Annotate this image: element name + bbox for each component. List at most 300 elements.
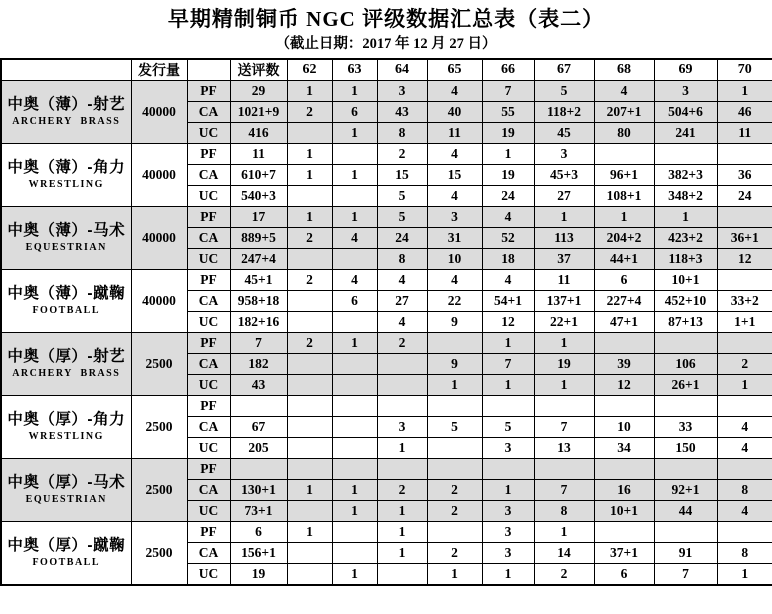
grade-count-cell: 16	[594, 480, 654, 501]
grade-count-cell	[287, 543, 332, 564]
grade-count-cell: 13	[534, 438, 594, 459]
coin-name-en: EQUESTRIAN	[25, 494, 107, 506]
coin-name-en: WRESTLING	[28, 179, 104, 191]
grade-count-cell: 423+2	[654, 228, 717, 249]
grade-type-cell: CA	[187, 165, 230, 186]
grade-count-cell: 45	[534, 123, 594, 144]
grade-count-cell: 44	[654, 501, 717, 522]
grade-count-cell: 80	[594, 123, 654, 144]
grade-type-cell: UC	[187, 564, 230, 585]
grade-count-cell: 1	[332, 207, 377, 228]
submitted-count-cell: 73+1	[230, 501, 287, 522]
grade-count-cell: 8	[534, 501, 594, 522]
grade-count-cell: 7	[482, 81, 534, 102]
grade-count-cell: 4	[427, 144, 482, 165]
grade-type-cell: UC	[187, 249, 230, 270]
grade-count-cell: 10+1	[654, 270, 717, 291]
grade-count-cell	[654, 522, 717, 543]
grade-count-cell: 1	[332, 480, 377, 501]
column-header: 62	[287, 59, 332, 81]
grade-count-cell	[332, 543, 377, 564]
grade-count-cell: 1	[482, 333, 534, 354]
grade-count-cell: 1	[377, 501, 427, 522]
grade-count-cell	[287, 312, 332, 333]
grade-count-cell: 3	[377, 417, 427, 438]
grade-count-cell: 37+1	[594, 543, 654, 564]
grade-count-cell: 4	[717, 417, 772, 438]
grade-count-cell: 1	[534, 333, 594, 354]
grade-type-cell: PF	[187, 207, 230, 228]
grade-count-cell: 19	[534, 354, 594, 375]
grade-count-cell: 2	[287, 228, 332, 249]
grade-count-cell: 5	[482, 417, 534, 438]
grade-count-cell: 1	[594, 207, 654, 228]
mintage-cell: 40000	[131, 81, 187, 144]
grade-count-cell: 31	[427, 228, 482, 249]
grade-count-cell	[594, 396, 654, 417]
coin-name-en: ARCHERY BRASS	[12, 368, 121, 380]
grade-count-cell	[427, 459, 482, 480]
grade-count-cell: 1	[287, 144, 332, 165]
column-header: 68	[594, 59, 654, 81]
grade-count-cell: 348+2	[654, 186, 717, 207]
coin-name-cn: 中奥（厚）-马术	[7, 474, 126, 492]
grade-count-cell: 15	[377, 165, 427, 186]
submitted-count-cell: 156+1	[230, 543, 287, 564]
grade-count-cell	[594, 333, 654, 354]
grade-count-cell: 1	[534, 375, 594, 396]
submitted-count-cell	[230, 459, 287, 480]
grade-count-cell: 204+2	[594, 228, 654, 249]
grade-type-cell: CA	[187, 417, 230, 438]
grade-count-cell: 1	[482, 480, 534, 501]
grade-type-cell: PF	[187, 459, 230, 480]
submitted-count-cell: 889+5	[230, 228, 287, 249]
grade-count-cell: 8	[377, 123, 427, 144]
grade-count-cell	[717, 459, 772, 480]
grade-count-cell: 33+2	[717, 291, 772, 312]
grade-type-cell: CA	[187, 354, 230, 375]
grade-count-cell	[377, 354, 427, 375]
mintage-cell: 40000	[131, 207, 187, 270]
grade-type-cell: CA	[187, 102, 230, 123]
grade-count-cell: 1	[287, 81, 332, 102]
document-page	[0, 6, 772, 614]
grade-count-cell: 27	[534, 186, 594, 207]
submitted-count-cell: 610+7	[230, 165, 287, 186]
grade-count-cell: 2	[377, 480, 427, 501]
grade-count-cell	[287, 291, 332, 312]
grade-count-cell: 3	[534, 144, 594, 165]
mintage-cell: 40000	[131, 144, 187, 207]
grade-count-cell: 45+3	[534, 165, 594, 186]
grade-count-cell	[427, 396, 482, 417]
grade-count-cell: 36	[717, 165, 772, 186]
grade-count-cell	[287, 375, 332, 396]
table-row	[1, 333, 772, 354]
grade-count-cell: 44+1	[594, 249, 654, 270]
grade-count-cell: 4	[332, 270, 377, 291]
grade-count-cell	[654, 459, 717, 480]
grade-count-cell: 1	[332, 123, 377, 144]
grade-count-cell: 9	[427, 312, 482, 333]
grade-count-cell: 19	[482, 165, 534, 186]
column-header: 70	[717, 59, 772, 81]
grade-count-cell: 1	[717, 375, 772, 396]
grade-count-cell: 1	[427, 564, 482, 585]
submitted-count-cell: 17	[230, 207, 287, 228]
grade-count-cell: 3	[427, 207, 482, 228]
column-header-empty	[1, 59, 131, 81]
column-header: 63	[332, 59, 377, 81]
grade-count-cell: 46	[717, 102, 772, 123]
submitted-count-cell: 11	[230, 144, 287, 165]
grade-count-cell: 26+1	[654, 375, 717, 396]
submitted-count-cell: 19	[230, 564, 287, 585]
grade-count-cell: 118+2	[534, 102, 594, 123]
submitted-count-cell: 6	[230, 522, 287, 543]
grade-type-cell: UC	[187, 312, 230, 333]
grade-count-cell: 113	[534, 228, 594, 249]
grade-count-cell: 11	[534, 270, 594, 291]
coin-label-cell	[1, 396, 131, 459]
grade-count-cell: 1	[717, 81, 772, 102]
grade-count-cell: 87+13	[654, 312, 717, 333]
grade-count-cell: 22	[427, 291, 482, 312]
coin-name-cn: 中奥（厚）-蹴鞠	[7, 537, 126, 555]
grade-count-cell	[287, 354, 332, 375]
grade-count-cell: 3	[654, 81, 717, 102]
grade-count-cell: 9	[427, 354, 482, 375]
grade-count-cell: 6	[332, 102, 377, 123]
grade-count-cell	[287, 396, 332, 417]
table-row	[1, 207, 772, 228]
grade-count-cell: 12	[594, 375, 654, 396]
grade-count-cell: 2	[377, 333, 427, 354]
grade-count-cell: 4	[482, 207, 534, 228]
grade-count-cell: 11	[717, 123, 772, 144]
grade-count-cell: 22+1	[534, 312, 594, 333]
grade-count-cell: 1	[287, 165, 332, 186]
grade-count-cell	[482, 459, 534, 480]
grade-count-cell: 3	[482, 522, 534, 543]
grade-count-cell	[287, 438, 332, 459]
coin-label-cell	[1, 270, 131, 333]
coin-name-cn: 中奥（薄）-马术	[7, 222, 126, 240]
grade-count-cell: 2	[534, 564, 594, 585]
grade-type-cell: CA	[187, 228, 230, 249]
grade-count-cell	[332, 459, 377, 480]
grade-count-cell: 2	[717, 354, 772, 375]
grade-count-cell	[717, 144, 772, 165]
grade-count-cell	[287, 186, 332, 207]
grade-count-cell	[482, 396, 534, 417]
column-header: 66	[482, 59, 534, 81]
grade-count-cell: 2	[287, 102, 332, 123]
mintage-cell: 2500	[131, 396, 187, 459]
grade-count-cell: 5	[377, 207, 427, 228]
grade-count-cell: 2	[287, 333, 332, 354]
grade-count-cell: 241	[654, 123, 717, 144]
grade-count-cell: 40	[427, 102, 482, 123]
grade-count-cell: 19	[482, 123, 534, 144]
grade-count-cell: 24	[377, 228, 427, 249]
grade-count-cell: 1	[534, 522, 594, 543]
grade-count-cell: 52	[482, 228, 534, 249]
grade-count-cell: 96+1	[594, 165, 654, 186]
submitted-count-cell: 130+1	[230, 480, 287, 501]
mintage-cell: 2500	[131, 333, 187, 396]
grade-count-cell: 7	[482, 354, 534, 375]
table-row	[1, 81, 772, 102]
grade-count-cell	[594, 459, 654, 480]
coin-label-cell	[1, 144, 131, 207]
coin-name-cn: 中奥（薄）-角力	[7, 159, 126, 177]
grade-count-cell: 2	[287, 270, 332, 291]
grade-count-cell: 2	[427, 480, 482, 501]
grade-count-cell: 12	[717, 249, 772, 270]
page-subtitle: （截止日期：2017 年 12 月 27 日）	[275, 36, 497, 52]
grade-count-cell: 10+1	[594, 501, 654, 522]
grade-count-cell: 1	[482, 375, 534, 396]
grade-count-cell: 1	[332, 333, 377, 354]
header-row	[1, 59, 772, 81]
grade-count-cell	[594, 144, 654, 165]
grade-type-cell: PF	[187, 396, 230, 417]
grade-count-cell: 3	[482, 501, 534, 522]
grade-type-cell: UC	[187, 501, 230, 522]
table-row	[1, 144, 772, 165]
coin-label-cell	[1, 333, 131, 396]
grade-count-cell: 118+3	[654, 249, 717, 270]
grade-type-cell: CA	[187, 543, 230, 564]
submitted-count-cell: 67	[230, 417, 287, 438]
grade-count-cell	[287, 417, 332, 438]
grade-count-cell: 24	[717, 186, 772, 207]
grade-count-cell: 4	[427, 270, 482, 291]
grade-count-cell: 7	[534, 480, 594, 501]
grade-type-cell: PF	[187, 270, 230, 291]
grade-count-cell: 2	[427, 543, 482, 564]
coin-label-cell	[1, 522, 131, 585]
grade-count-cell	[332, 312, 377, 333]
grading-summary-table	[0, 58, 772, 586]
grade-count-cell: 11	[427, 123, 482, 144]
grade-count-cell	[332, 396, 377, 417]
grade-count-cell: 33	[654, 417, 717, 438]
coin-name-cn: 中奥（薄）-射艺	[7, 96, 126, 114]
grade-count-cell	[427, 438, 482, 459]
grade-count-cell: 12	[482, 312, 534, 333]
grade-count-cell: 106	[654, 354, 717, 375]
grade-type-cell: PF	[187, 144, 230, 165]
grade-count-cell: 54+1	[482, 291, 534, 312]
grade-count-cell	[654, 144, 717, 165]
submitted-count-cell: 1021+9	[230, 102, 287, 123]
grade-count-cell: 10	[427, 249, 482, 270]
grade-count-cell: 137+1	[534, 291, 594, 312]
grade-count-cell: 6	[594, 564, 654, 585]
mintage-cell: 40000	[131, 270, 187, 333]
grade-type-cell: UC	[187, 123, 230, 144]
grade-count-cell: 207+1	[594, 102, 654, 123]
table-row	[1, 270, 772, 291]
grade-count-cell: 8	[717, 543, 772, 564]
grade-count-cell	[332, 144, 377, 165]
grade-count-cell: 91	[654, 543, 717, 564]
grade-count-cell	[654, 333, 717, 354]
table-body	[1, 81, 772, 585]
grade-count-cell	[287, 501, 332, 522]
grade-count-cell: 1	[427, 375, 482, 396]
mintage-cell: 2500	[131, 522, 187, 585]
column-header: 67	[534, 59, 594, 81]
grade-count-cell: 15	[427, 165, 482, 186]
grade-count-cell: 4	[717, 501, 772, 522]
grade-count-cell: 4	[377, 312, 427, 333]
grade-count-cell	[377, 459, 427, 480]
grade-count-cell: 1	[377, 522, 427, 543]
grade-count-cell: 34	[594, 438, 654, 459]
submitted-count-cell: 205	[230, 438, 287, 459]
grade-count-cell: 1	[482, 564, 534, 585]
grade-count-cell	[654, 396, 717, 417]
table-row	[1, 459, 772, 480]
grade-type-cell: PF	[187, 333, 230, 354]
submitted-count-cell	[230, 396, 287, 417]
grade-count-cell: 27	[377, 291, 427, 312]
grade-count-cell: 4	[332, 228, 377, 249]
grade-count-cell	[332, 249, 377, 270]
grade-count-cell	[427, 522, 482, 543]
grade-count-cell	[427, 333, 482, 354]
coin-name-en: EQUESTRIAN	[25, 242, 107, 254]
grade-count-cell: 1	[287, 207, 332, 228]
coin-label-cell	[1, 81, 131, 144]
submitted-count-cell: 43	[230, 375, 287, 396]
column-header-empty	[187, 59, 230, 81]
grade-count-cell: 150	[654, 438, 717, 459]
grade-count-cell: 1	[377, 438, 427, 459]
grade-count-cell: 1	[654, 207, 717, 228]
grade-count-cell	[332, 417, 377, 438]
grade-count-cell: 8	[717, 480, 772, 501]
grade-count-cell	[717, 396, 772, 417]
grade-count-cell	[534, 459, 594, 480]
grade-count-cell: 1	[534, 207, 594, 228]
grade-count-cell: 6	[332, 291, 377, 312]
submitted-count-cell: 958+18	[230, 291, 287, 312]
grade-count-cell: 1	[287, 522, 332, 543]
column-header: 送评数	[230, 59, 287, 81]
coin-label-cell	[1, 459, 131, 522]
grade-count-cell: 1	[332, 81, 377, 102]
grade-count-cell	[377, 396, 427, 417]
submitted-count-cell: 247+4	[230, 249, 287, 270]
grade-count-cell: 6	[594, 270, 654, 291]
page-title: 早期精制铜币 NGC 评级数据汇总表（表二）	[167, 7, 605, 31]
coin-name-cn: 中奥（厚）-射艺	[7, 348, 126, 366]
coin-name-en: ARCHERY BRASS	[12, 116, 121, 128]
grade-count-cell	[332, 438, 377, 459]
grade-count-cell	[717, 522, 772, 543]
submitted-count-cell: 45+1	[230, 270, 287, 291]
grade-type-cell: CA	[187, 480, 230, 501]
grade-type-cell: CA	[187, 291, 230, 312]
grade-count-cell: 47+1	[594, 312, 654, 333]
grade-count-cell: 8	[377, 249, 427, 270]
grade-count-cell: 4	[594, 81, 654, 102]
grade-count-cell: 4	[427, 81, 482, 102]
grade-count-cell	[287, 249, 332, 270]
submitted-count-cell: 182	[230, 354, 287, 375]
table-row	[1, 522, 772, 543]
grade-count-cell: 5	[427, 417, 482, 438]
grade-count-cell: 10	[594, 417, 654, 438]
mintage-cell: 2500	[131, 459, 187, 522]
submitted-count-cell: 182+16	[230, 312, 287, 333]
submitted-count-cell: 29	[230, 81, 287, 102]
column-header: 64	[377, 59, 427, 81]
grade-count-cell: 7	[534, 417, 594, 438]
grade-count-cell: 1	[332, 564, 377, 585]
grade-count-cell: 1	[332, 165, 377, 186]
coin-name-cn: 中奥（薄）-蹴鞠	[7, 285, 126, 303]
grade-count-cell	[332, 354, 377, 375]
grade-type-cell: UC	[187, 186, 230, 207]
grade-count-cell: 1	[287, 480, 332, 501]
grade-count-cell: 37	[534, 249, 594, 270]
grade-count-cell	[332, 186, 377, 207]
grade-count-cell: 1	[717, 564, 772, 585]
grade-count-cell	[332, 375, 377, 396]
grade-count-cell: 5	[377, 186, 427, 207]
coin-label-cell	[1, 207, 131, 270]
column-header: 65	[427, 59, 482, 81]
submitted-count-cell: 7	[230, 333, 287, 354]
grade-count-cell: 382+3	[654, 165, 717, 186]
grade-count-cell: 5	[534, 81, 594, 102]
grade-count-cell: 452+10	[654, 291, 717, 312]
grade-count-cell: 39	[594, 354, 654, 375]
grade-count-cell	[717, 333, 772, 354]
grade-count-cell: 4	[482, 270, 534, 291]
grade-count-cell: 4	[717, 438, 772, 459]
grade-count-cell: 1	[377, 543, 427, 564]
grade-count-cell	[534, 396, 594, 417]
grade-type-cell: UC	[187, 375, 230, 396]
grade-count-cell: 43	[377, 102, 427, 123]
coin-name-en: FOOTBALL	[32, 556, 101, 568]
grade-type-cell: PF	[187, 81, 230, 102]
submitted-count-cell: 540+3	[230, 186, 287, 207]
grade-count-cell: 14	[534, 543, 594, 564]
grade-count-cell: 3	[482, 438, 534, 459]
coin-name-cn: 中奥（厚）-角力	[7, 411, 126, 429]
grade-count-cell: 4	[427, 186, 482, 207]
grade-count-cell	[717, 270, 772, 291]
column-header: 69	[654, 59, 717, 81]
grade-count-cell	[717, 207, 772, 228]
grade-count-cell: 227+4	[594, 291, 654, 312]
grade-count-cell: 7	[654, 564, 717, 585]
grade-count-cell	[377, 375, 427, 396]
grade-count-cell: 1	[332, 501, 377, 522]
grade-count-cell	[377, 564, 427, 585]
coin-name-en: WRESTLING	[28, 431, 104, 443]
table-header	[1, 59, 772, 81]
table-row	[1, 396, 772, 417]
